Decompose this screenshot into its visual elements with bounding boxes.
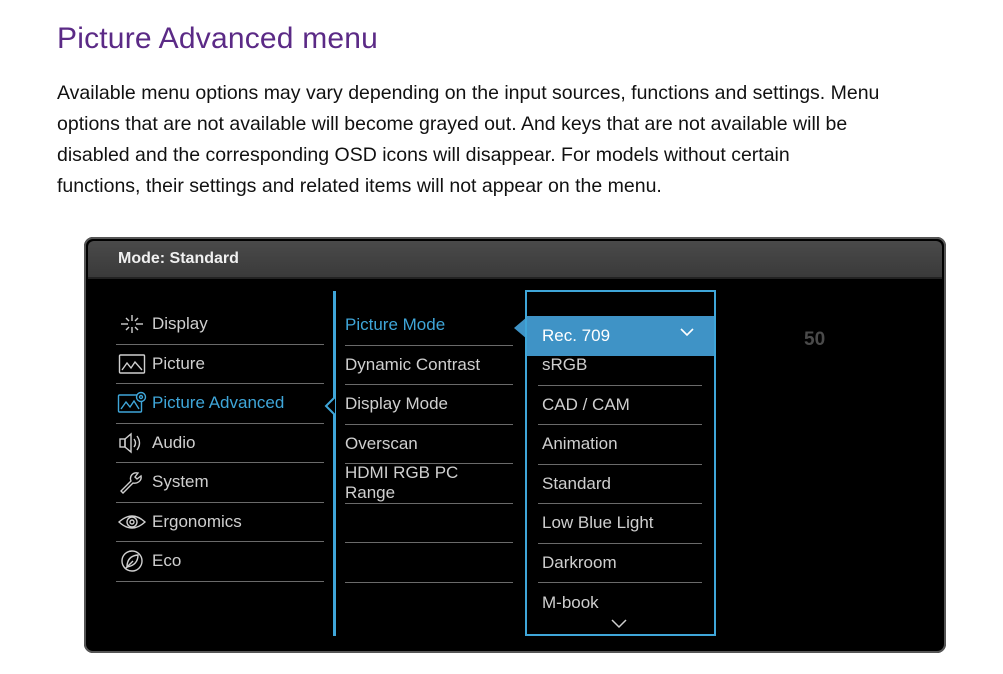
menu-item-eco[interactable]	[116, 542, 324, 582]
picture-icon	[116, 351, 148, 377]
menu-item-label: Eco	[152, 551, 182, 571]
leaf-icon	[116, 548, 148, 574]
submenu-item-picture-mode[interactable]: Picture Mode	[345, 306, 513, 346]
option-m-book[interactable]: M-book	[542, 592, 599, 612]
checkmark-icon	[680, 327, 694, 337]
menu-item-picture-advanced[interactable]	[116, 384, 324, 424]
option-srgb[interactable]: sRGB	[538, 346, 702, 386]
column-separator	[333, 291, 336, 636]
submenu-item-empty	[345, 504, 513, 544]
option-standard[interactable]: Standard	[538, 465, 702, 505]
display-icon	[116, 311, 148, 337]
separator-notch	[324, 396, 336, 416]
submenu-item-dynamic-contrast[interactable]: Dynamic Contrast	[345, 346, 513, 386]
submenu-item-overscan[interactable]: Overscan	[345, 425, 513, 465]
option-animation[interactable]: Animation	[538, 425, 702, 465]
speaker-icon	[116, 430, 148, 456]
submenu-item-display-mode[interactable]: Display Mode	[345, 385, 513, 425]
menu-item-label: Picture	[152, 353, 205, 373]
submenu-item-empty	[345, 543, 513, 583]
paragraph-line: options that are not available will become grayed out. And keys that are not available will be	[57, 113, 848, 135]
osd-screen	[84, 237, 946, 653]
main-menu	[116, 305, 324, 582]
menu-item-audio[interactable]	[116, 424, 324, 464]
mode-label: Mode: Standard	[118, 250, 239, 267]
menu-item-ergonomics[interactable]	[116, 503, 324, 543]
wrench-icon	[116, 469, 148, 495]
setting-value: 50	[804, 329, 826, 350]
intro-paragraph	[57, 78, 987, 202]
paragraph-line: disabled and the corresponding OSD icons will disappear. For models without certain	[57, 144, 790, 166]
menu-item-label: Picture Advanced	[152, 393, 285, 413]
paragraph-line: functions, their settings and related items will not appear on the menu.	[57, 175, 662, 197]
menu-item-display[interactable]	[116, 305, 324, 345]
menu-item-label: Audio	[152, 432, 196, 452]
paragraph-line: Available menu options may vary depending on the input sources, functions and settings. Menu	[57, 82, 880, 104]
osd-header	[88, 241, 942, 279]
option-low-blue-light[interactable]: Low Blue Light	[538, 504, 702, 544]
menu-item-label: System	[152, 472, 209, 492]
menu-item-label: Display	[152, 314, 208, 334]
page-title: Picture Advanced menu	[57, 22, 379, 55]
option-darkroom[interactable]: Darkroom	[538, 544, 702, 584]
submenu-item-hdmi-rgb-pc-range[interactable]: HDMI RGB PC Range	[345, 464, 513, 504]
menu-item-picture[interactable]	[116, 345, 324, 385]
menu-item-system[interactable]	[116, 463, 324, 503]
options-list	[525, 290, 716, 636]
option-label: Rec. 709	[542, 325, 611, 345]
eye-icon	[116, 509, 148, 535]
picture-advanced-icon	[116, 390, 148, 416]
scroll-down-icon[interactable]	[611, 619, 627, 629]
sub-menu	[345, 306, 513, 583]
menu-item-label: Ergonomics	[152, 511, 242, 531]
option-cad-cam[interactable]: CAD / CAM	[538, 386, 702, 426]
